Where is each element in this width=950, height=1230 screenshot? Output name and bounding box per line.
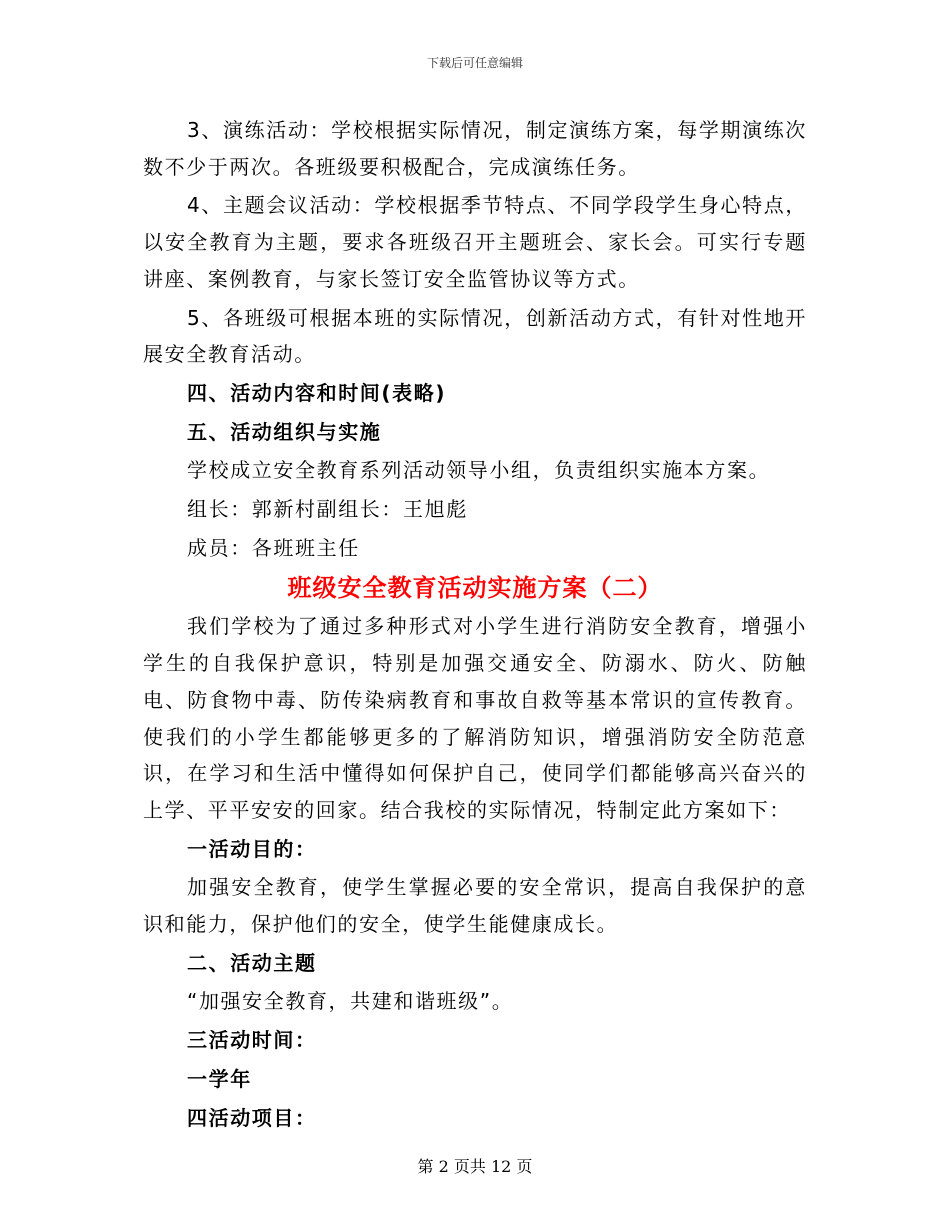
paragraph-leaders: 组长：郭新村副组长：王旭彪 — [187, 497, 468, 522]
paragraph-theme: “加强安全教育，共建和谐班级”。 — [187, 989, 514, 1014]
section-title: 班级安全教育活动实施方案（二） — [287, 574, 663, 603]
page-header: 下载后可任意编辑 — [426, 56, 523, 70]
paragraph-meeting: 4、主题会议活动：学校根据季节特点、不同学段学生身心特点，以安全教育为主题，要求各班级召开主题班会、家长会。可实行专题讲座、案例教育，与家长签订安全监管协议等方式。 — [143, 193, 807, 291]
heading-theme: 二、活动主题 — [187, 950, 317, 975]
paragraph-drill: 3、演练活动：学校根据实际情况，制定演练方案，每学期演练次数不少于两次。各班级要积极配合，完成演练任务。 — [143, 118, 807, 179]
paragraph-innovation: 5、各班级可根据本班的实际情况，创新活动方式，有针对性地开展安全教育活动。 — [143, 305, 807, 367]
heading-items: 四活动项目： — [187, 1105, 317, 1130]
heading-organization: 五、活动组织与实施 — [187, 419, 382, 444]
paragraph-time: 一学年 — [187, 1066, 252, 1091]
paragraph-leadership: 学校成立安全教育系列活动领导小组，负责组织实施本方案。 — [187, 458, 771, 483]
heading-content-time: 四、活动内容和时间(表略) — [187, 380, 447, 405]
page-footer: 第 2 页共 12 页 — [417, 1157, 533, 1176]
paragraph-intro: 我们学校为了通过多种形式对小学生进行消防安全教育，增强小学生的自我保护意识，特别是加强交通安全、防溺水、防火、防触电、防食物中毒、防传染病教育和事故自救等基本常识的宣传教育。使我们的小学生都能够更多的了解消防知识，增强消防安全防范意识，在学习和生活中懂得如何保护自己，使同学们都能够高兴奋兴的上学、平平安安的回家。结合我校的实际情况，特制定此方案如下： — [143, 614, 807, 822]
heading-time: 三活动时间： — [187, 1028, 317, 1053]
paragraph-goal: 加强安全教育，使学生掌握必要的安全常识，提高自我保护的意识和能力，保护他们的安全，使学生能健康成长。 — [143, 875, 807, 937]
paragraph-members: 成员：各班班主任 — [187, 535, 360, 560]
heading-goal: 一活动目的： — [187, 836, 317, 861]
document-body — [143, 112, 807, 1136]
